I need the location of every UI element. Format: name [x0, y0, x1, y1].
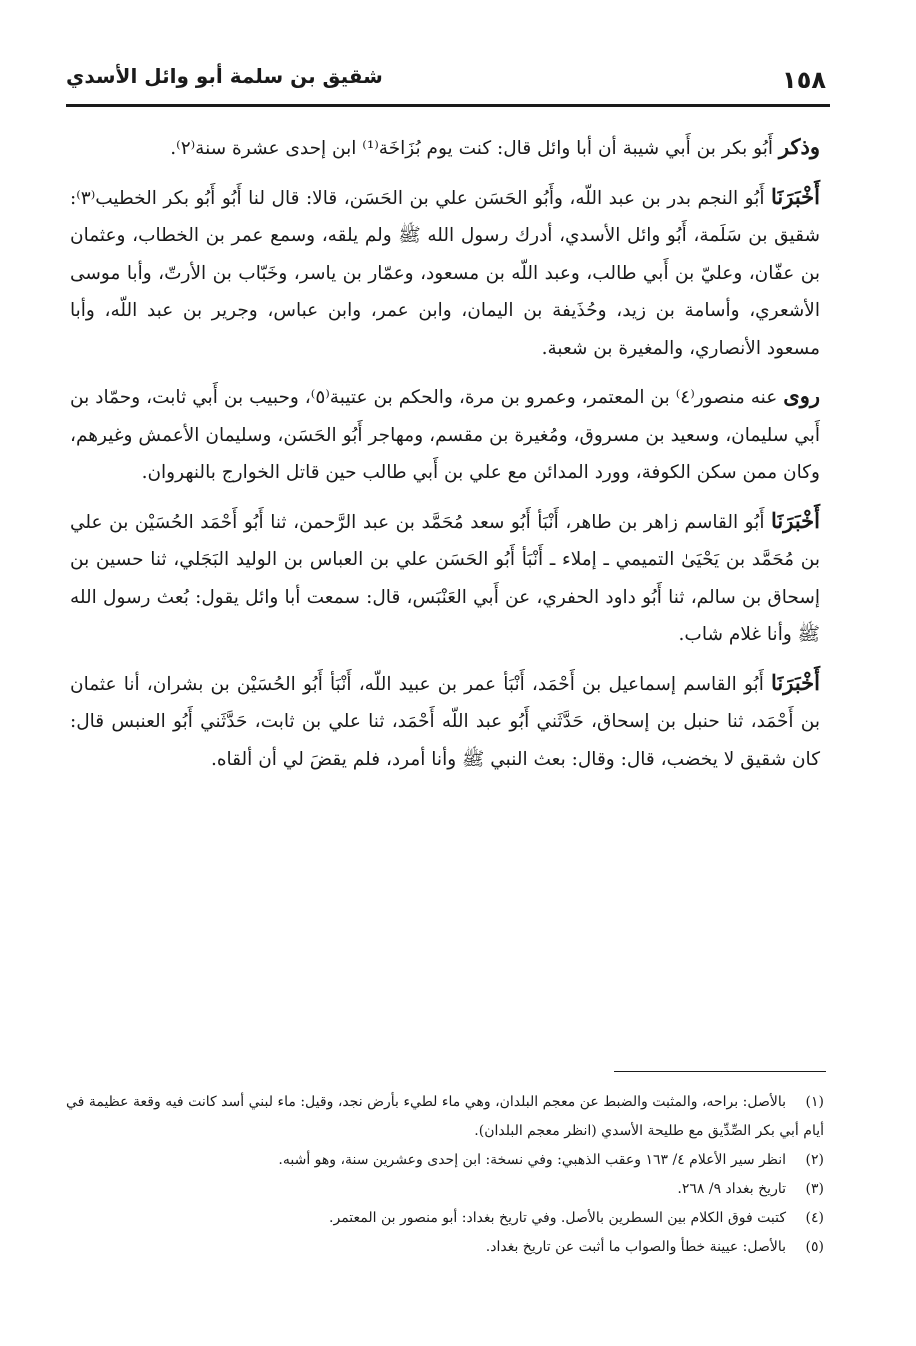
paragraph-text: أَبُو القاسم زاهر بن طاهر، أَنْبَأ أَبُو سعد مُحَمَّد بن عبد الرَّحمن، ثنا أَبُو أَحْمَد الحُسَيْن بن علي بن مُحَمَّد بن يَحْيَىٰ التميمي ـ إملاء ـ أَنْبَأ أَبُو الحَسَن علي بن العباس بن الوليد البَجَلي، ثنا حسين بن إسحاق بن سالم، ثنا أَبُو داود الحفري، عن أَبي العَنْبَس، قال: سمعت أبا وائل يقول: بُعث رسول الله ﷺ وأنا غلام شاب. — [70, 511, 820, 645]
page-header — [66, 62, 826, 102]
paragraph-text: عنه منصور⁽٤⁾ بن المعتمر، وعمرو بن مرة، والحكم بن عتيبة⁽٥⁾، وحبيب بن أَبي ثابت، وحمّاد بن أَبي سليمان، وسعيد بن مسروق، ومُغيرة بن مقسم، ومهاجر أَبُو الحَسَن، وسليمان الأعمش وغيرهم، وكان ممن سكن الكوفة، وورد المدائن مع علي بن أَبي طالب حين قاتل الخوارج بالنهروان. — [70, 387, 820, 483]
footnote-number: (٥) — [805, 1239, 824, 1255]
footnote-text: انظر سير الأعلام ٤/ ١٦٣ وعقب الذهبي: وفي نسخة: ابن إحدى وعشرين سنة، وهو أشبه. — [278, 1152, 786, 1168]
footnote-number: (٤) — [805, 1210, 824, 1226]
footnote-text: بالأصل: براحه، والمثبت والضبط عن معجم البلدان، وهي ماء لطيء بأرض نجد، وقيل: ماء لبني أسد كانت فيه وقعة عظيمة في أيام أبي بكر الصِّدِّيق مع طليحة الأسدي (انظر معجم البلدان). — [66, 1094, 824, 1139]
footnote — [66, 1204, 824, 1233]
footnote — [66, 1146, 824, 1175]
paragraph-lead-word: روى — [783, 383, 821, 408]
paragraph — [70, 377, 820, 492]
footnote-text: كتبت فوق الكلام بين السطرين بالأصل. وفي تاريخ بغداد: أبو منصور بن المعتمر. — [329, 1210, 786, 1226]
paragraph-text: أَبُو النجم بدر بن عبد اللّه، وأَبُو الحَسَن علي بن الحَسَن، قالا: قال لنا أَبُو أَبُو بكر الخطيب⁽٣⁾: شقيق بن سَلَمة، أَبُو وائل الأسدي، أدرك رسول الله ﷺ ولم يلقه، وسمع عمر بن الخطاب، وعثمان بن عفّان، وعليّ بن أَبي طالب، وعبد اللّه بن مسعود، وعمّار بن ياسر، وخَبّاب بن الأرتّ، وأبا موسى الأشعري، وأسامة بن زيد، وحُذَيفة بن اليمان، وابن عمر، وابن عباس، وجرير بن عبد اللّه، وأبا مسعود الأنصاري، والمغيرة بن شعبة. — [70, 187, 820, 359]
footnote — [66, 1088, 824, 1146]
footnote-number: (١) — [805, 1094, 824, 1110]
header-rule — [66, 104, 830, 107]
main-text — [70, 128, 820, 778]
footnote-separator — [614, 1071, 826, 1072]
paragraph-lead-word: أَخْبَرَنَا — [771, 507, 820, 533]
paragraph — [70, 502, 820, 654]
page-number: ١٥٨ — [782, 66, 826, 94]
paragraph — [70, 128, 820, 168]
running-title: شقيق بن سلمة أبو وائل الأسدي — [66, 64, 383, 88]
footnote-text: تاريخ بغداد ٩/ ٢٦٨. — [677, 1181, 786, 1197]
paragraph — [70, 664, 820, 779]
paragraph-lead-word: وذكر — [778, 134, 820, 159]
paragraph-lead-word: أَخْبَرَنَا — [771, 183, 820, 209]
paragraph — [70, 178, 820, 368]
footnote-number: (٢) — [805, 1152, 824, 1168]
footnote-number: (٣) — [805, 1181, 824, 1197]
footnote-text: بالأصل: عيينة خطأ والصواب ما أثبت عن تاريخ بغداد. — [485, 1239, 786, 1255]
paragraph-text: أَبُو القاسم إسماعيل بن أَحْمَد، أَنْبَأ عمر بن عبيد اللّه، أَنْبَأ أَبُو الحُسَيْن بن بشران، أنا عثمان بن أَحْمَد، ثنا حنبل بن إسحاق، حَدَّثَني أَبُو عبد اللّه أَحْمَد، ثنا علي بن ثابت، حَدَّثَني أَبُو العنبس قال: كان شقيق لا يخضب، قال: وقال: بعث النبي ﷺ وأنا أمرد، فلم يقضَ لي أن ألقاه. — [70, 673, 820, 770]
footnote — [66, 1175, 824, 1204]
footnote — [66, 1233, 824, 1262]
paragraph-lead-word: أَخْبَرَنَا — [771, 669, 820, 695]
footnotes — [66, 1088, 824, 1262]
paragraph-text: أَبُو بكر بن أَبي شيبة أن أبا وائل قال: كنت يوم بُزَاخَة⁽¹⁾ ابن إحدى عشرة سنة⁽٢⁾. — [170, 138, 779, 159]
